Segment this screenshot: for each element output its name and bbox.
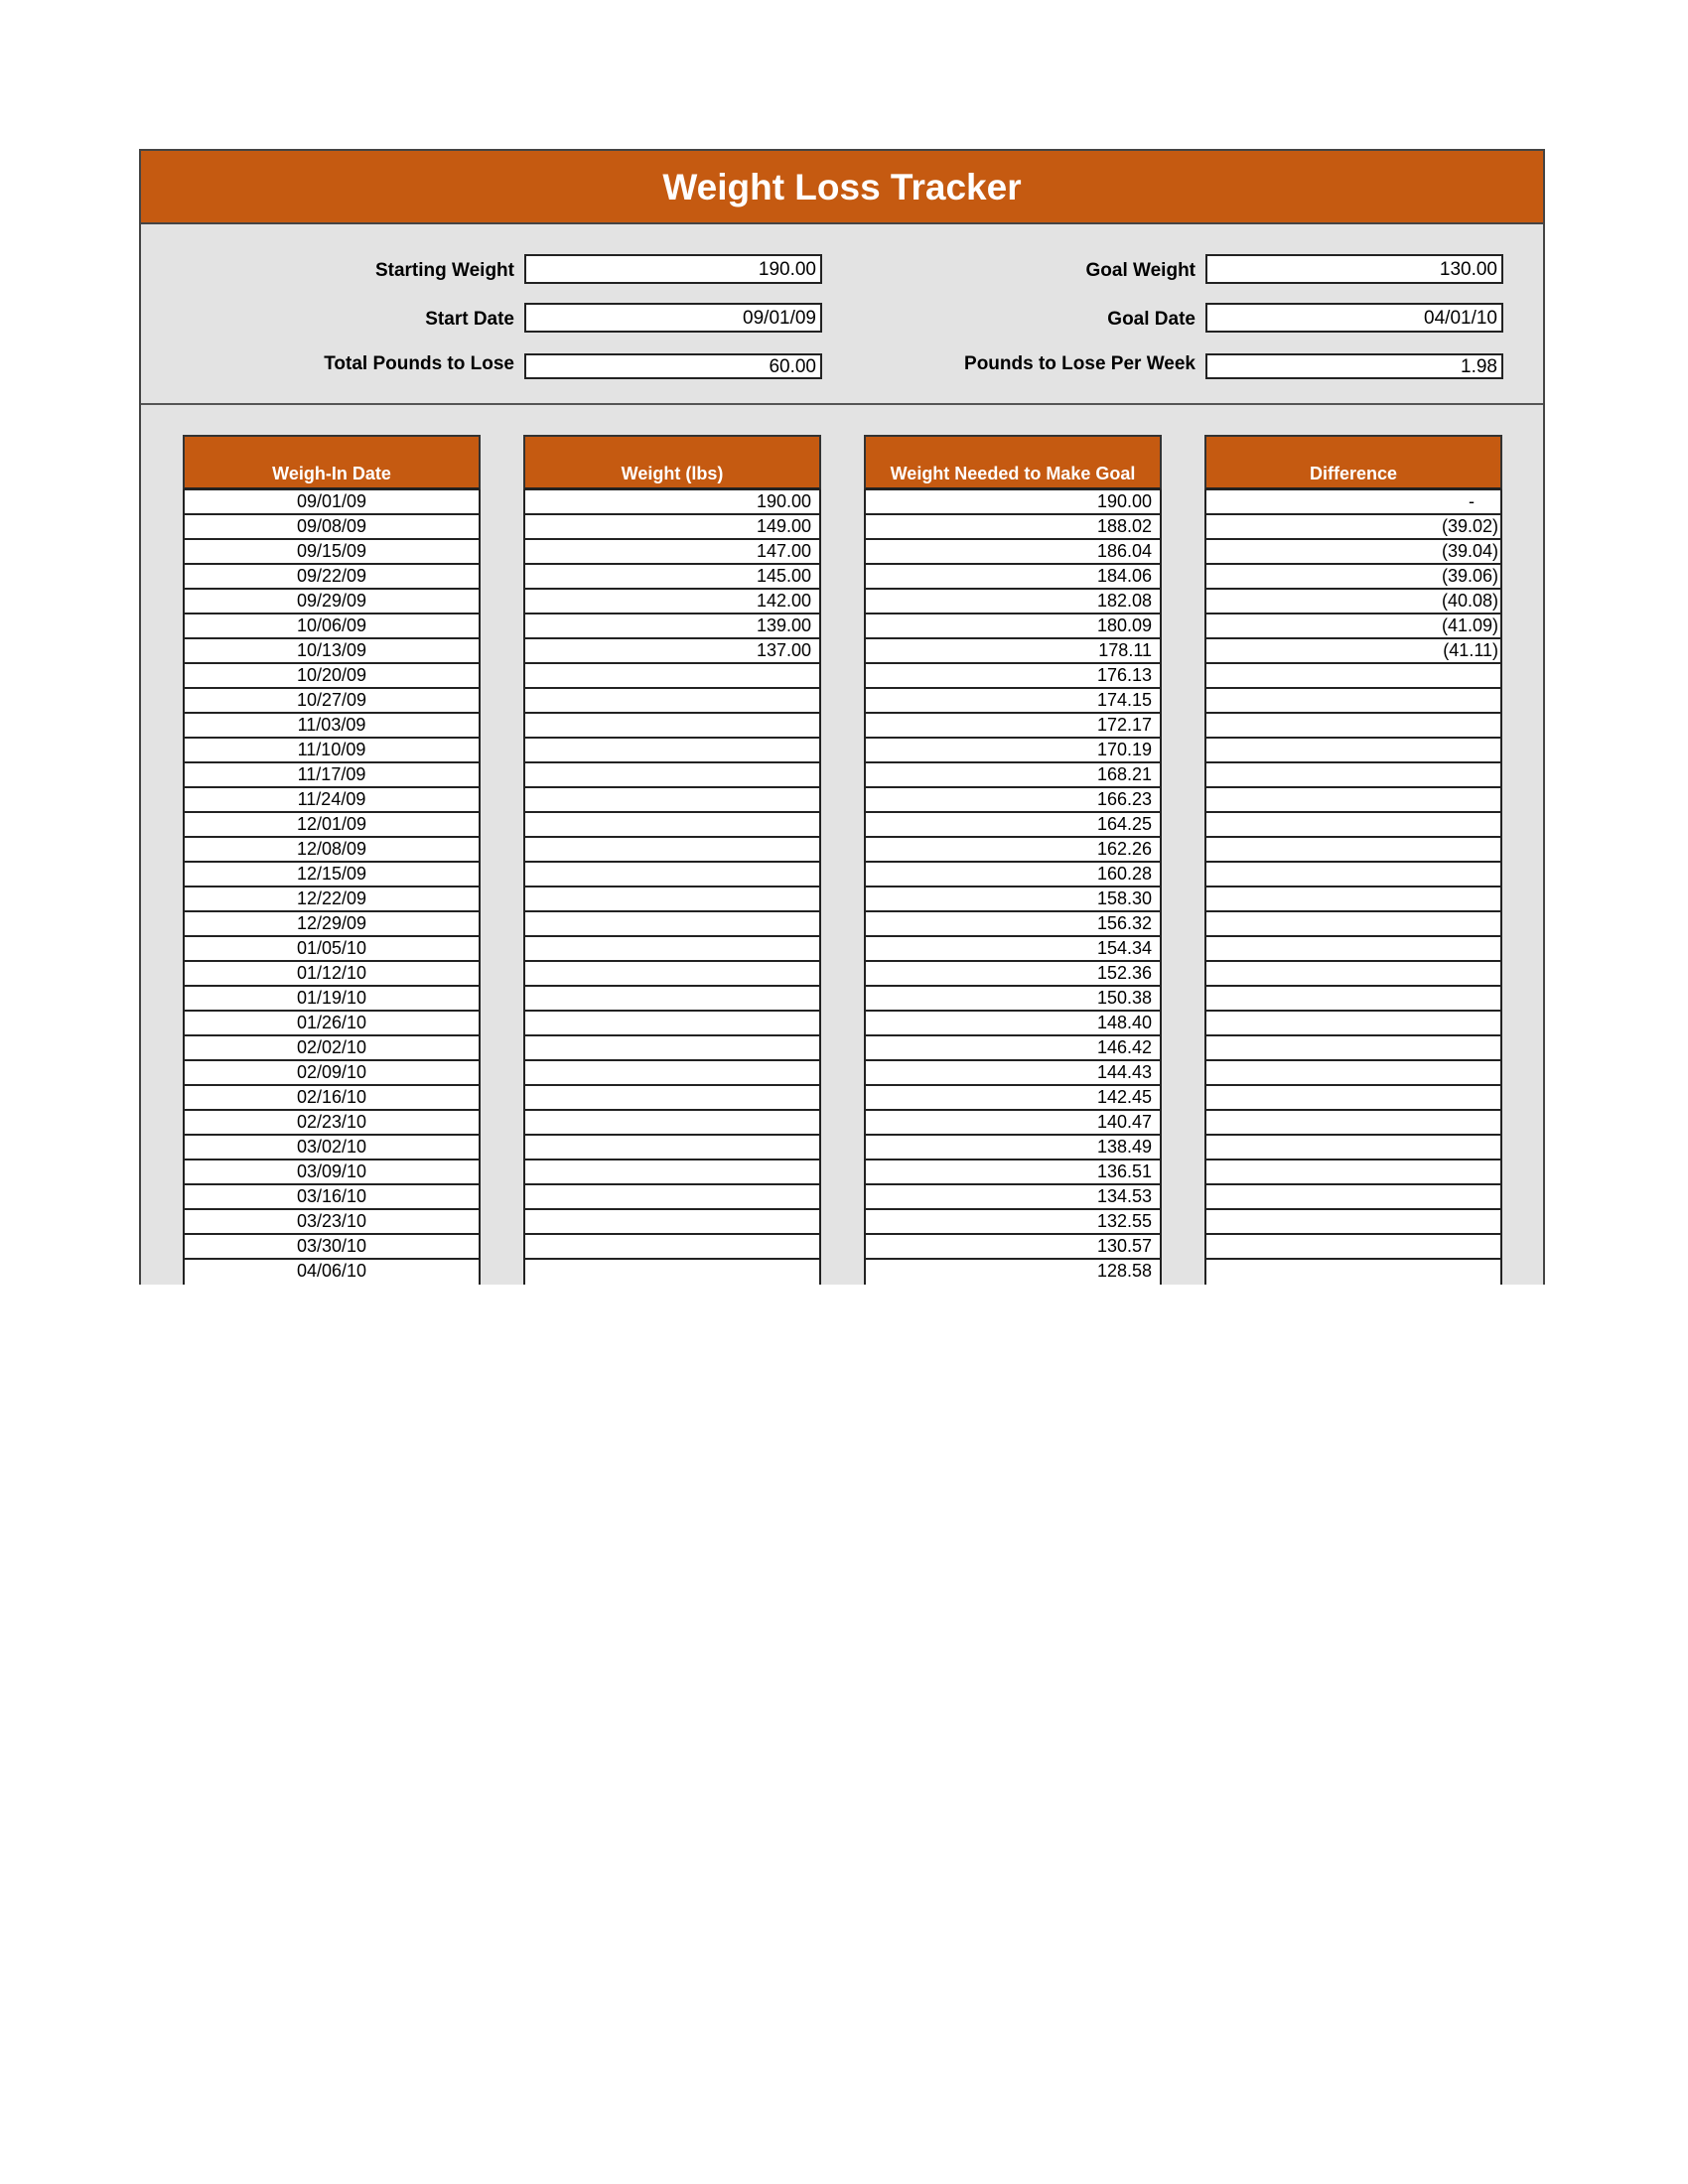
weight-needed-cell: 180.09 [864,614,1162,639]
weigh-in-date-cell: 02/02/10 [183,1036,481,1061]
weight-needed-cell: 134.53 [864,1185,1162,1210]
weight-cell[interactable] [523,813,821,838]
weigh-in-date-cell: 10/06/09 [183,614,481,639]
difference-cell [1204,714,1502,739]
difference-cell: - [1204,490,1502,515]
difference-cell: (39.06) [1204,565,1502,590]
difference-cell: (39.04) [1204,540,1502,565]
weigh-in-date-cell: 01/05/10 [183,937,481,962]
difference-cell [1204,1210,1502,1235]
difference-cell [1204,739,1502,763]
weight-needed-cell: 160.28 [864,863,1162,887]
weight-cell[interactable]: 147.00 [523,540,821,565]
weigh-in-date-cell: 03/16/10 [183,1185,481,1210]
weigh-in-date-cell: 09/29/09 [183,590,481,614]
difference-cell [1204,863,1502,887]
weight-cell[interactable] [523,1136,821,1160]
weigh-in-date-cell: 03/02/10 [183,1136,481,1160]
difference-cell [1204,788,1502,813]
difference-cell [1204,1136,1502,1160]
difference-cell [1204,1036,1502,1061]
weight-needed-cell: 138.49 [864,1136,1162,1160]
weight-cell[interactable]: 139.00 [523,614,821,639]
weigh-in-date-cell: 01/12/10 [183,962,481,987]
difference-cell: (40.08) [1204,590,1502,614]
weight-needed-cell: 144.43 [864,1061,1162,1086]
weigh-in-date-column [183,435,481,1285]
goal-weight-label: Goal Weight [1085,260,1196,281]
weight-cell[interactable]: 142.00 [523,590,821,614]
weigh-in-date-cell: 03/09/10 [183,1160,481,1185]
weigh-in-date-cell: 10/20/09 [183,664,481,689]
goal-date-label: Goal Date [1107,309,1196,330]
difference-column [1204,435,1502,1285]
weight-needed-cell: 146.42 [864,1036,1162,1061]
weight-cell[interactable] [523,788,821,813]
weigh-in-date-cell: 11/17/09 [183,763,481,788]
weight-cell[interactable] [523,739,821,763]
difference-cell [1204,987,1502,1012]
weight-needed-cell: 170.19 [864,739,1162,763]
weight-column [523,435,821,1285]
weigh-in-date-header: Weigh-In Date [183,435,481,490]
weight-cell[interactable] [523,1111,821,1136]
weigh-in-date-cell: 11/03/09 [183,714,481,739]
difference-cell [1204,1235,1502,1260]
weight-cell[interactable]: 145.00 [523,565,821,590]
difference-cell [1204,763,1502,788]
difference-cell [1204,887,1502,912]
weight-needed-cell: 142.45 [864,1086,1162,1111]
weight-cell[interactable] [523,1235,821,1260]
tracker-sheet [139,149,1545,1285]
weight-needed-cell: 140.47 [864,1111,1162,1136]
difference-cell [1204,1086,1502,1111]
weight-cell[interactable] [523,714,821,739]
weight-cell[interactable] [523,1160,821,1185]
weight-needed-cell: 136.51 [864,1160,1162,1185]
difference-cell [1204,912,1502,937]
total-pounds-label: Total Pounds to Lose [324,353,514,374]
difference-header: Difference [1204,435,1502,490]
weight-needed-cell: 158.30 [864,887,1162,912]
difference-cell: (41.09) [1204,614,1502,639]
weight-header: Weight (lbs) [523,435,821,490]
weight-needed-cell: 184.06 [864,565,1162,590]
weight-cell[interactable] [523,664,821,689]
weight-cell[interactable]: 190.00 [523,490,821,515]
start-date-field[interactable]: 09/01/09 [524,303,822,333]
weight-needed-cell: 174.15 [864,689,1162,714]
weigh-in-date-cell: 01/19/10 [183,987,481,1012]
weigh-in-date-cell: 02/09/10 [183,1061,481,1086]
per-week-label: Pounds to Lose Per Week [964,353,1196,374]
weight-cell[interactable] [523,1210,821,1235]
weigh-in-date-cell: 12/01/09 [183,813,481,838]
page-title: Weight Loss Tracker [141,151,1543,224]
difference-cell [1204,1160,1502,1185]
starting-weight-label: Starting Weight [374,260,514,281]
weight-needed-cell: 156.32 [864,912,1162,937]
goal-weight-field[interactable]: 130.00 [1205,254,1503,284]
start-date-label: Start Date [425,309,514,330]
weigh-in-date-cell: 02/16/10 [183,1086,481,1111]
weight-cell[interactable] [523,962,821,987]
weight-cell[interactable] [523,912,821,937]
weight-needed-cell: 154.34 [864,937,1162,962]
weigh-in-date-cell: 03/30/10 [183,1235,481,1260]
difference-cell [1204,813,1502,838]
weight-needed-cell: 166.23 [864,788,1162,813]
weigh-in-date-cell: 03/23/10 [183,1210,481,1235]
weigh-in-date-cell: 02/23/10 [183,1111,481,1136]
weight-needed-cell: 186.04 [864,540,1162,565]
weigh-in-date-cell: 12/29/09 [183,912,481,937]
weigh-in-date-cell: 11/24/09 [183,788,481,813]
difference-cell [1204,1061,1502,1086]
summary-divider [141,403,1543,405]
weight-needed-cell: 178.11 [864,639,1162,664]
weigh-in-date-cell: 09/01/09 [183,490,481,515]
weight-cell[interactable]: 137.00 [523,639,821,664]
weigh-in-date-cell: 10/13/09 [183,639,481,664]
weight-needed-cell: 132.55 [864,1210,1162,1235]
difference-cell [1204,962,1502,987]
weight-needed-cell: 162.26 [864,838,1162,863]
difference-cell [1204,1111,1502,1136]
difference-cell: (39.02) [1204,515,1502,540]
weight-needed-header: Weight Needed to Make Goal [864,435,1162,490]
difference-cell: (41.11) [1204,639,1502,664]
goal-date-field[interactable]: 04/01/10 [1205,303,1503,333]
weight-needed-cell: 130.57 [864,1235,1162,1260]
weight-needed-cell: 168.21 [864,763,1162,788]
total-pounds-field[interactable]: 60.00 [524,353,822,379]
difference-cell [1204,1260,1502,1285]
weight-cell[interactable] [523,1185,821,1210]
weigh-in-date-cell: 04/06/10 [183,1260,481,1285]
weight-cell[interactable] [523,1061,821,1086]
per-week-field[interactable]: 1.98 [1205,353,1503,379]
weight-needed-cell: 190.00 [864,490,1162,515]
weight-cell[interactable] [523,887,821,912]
weight-cell[interactable] [523,1086,821,1111]
weigh-in-date-cell: 12/15/09 [183,863,481,887]
weight-needed-cell: 152.36 [864,962,1162,987]
weigh-in-date-cell: 09/15/09 [183,540,481,565]
weight-cell[interactable] [523,763,821,788]
weigh-in-date-cell: 01/26/10 [183,1012,481,1036]
weigh-in-date-cell: 12/08/09 [183,838,481,863]
difference-cell [1204,937,1502,962]
weight-needed-cell: 148.40 [864,1012,1162,1036]
weigh-in-date-cell: 11/10/09 [183,739,481,763]
weight-cell[interactable] [523,838,821,863]
weight-needed-cell: 128.58 [864,1260,1162,1285]
weight-cell[interactable] [523,689,821,714]
difference-cell [1204,838,1502,863]
weight-needed-cell: 182.08 [864,590,1162,614]
difference-cell [1204,664,1502,689]
weight-cell[interactable] [523,863,821,887]
weigh-in-date-cell: 09/22/09 [183,565,481,590]
weight-cell[interactable] [523,1036,821,1061]
starting-weight-field[interactable]: 190.00 [524,254,822,284]
weigh-in-date-cell: 12/22/09 [183,887,481,912]
weight-cell[interactable] [523,1260,821,1285]
weight-needed-cell: 172.17 [864,714,1162,739]
difference-cell [1204,689,1502,714]
weight-needed-cell: 150.38 [864,987,1162,1012]
difference-cell [1204,1012,1502,1036]
difference-cell [1204,1185,1502,1210]
weigh-in-date-cell: 09/08/09 [183,515,481,540]
weight-needed-cell: 176.13 [864,664,1162,689]
weigh-in-date-cell: 10/27/09 [183,689,481,714]
weight-needed-cell: 188.02 [864,515,1162,540]
weight-cell[interactable]: 149.00 [523,515,821,540]
weight-cell[interactable] [523,987,821,1012]
weight-cell[interactable] [523,937,821,962]
weight-needed-column [864,435,1162,1285]
weight-needed-cell: 164.25 [864,813,1162,838]
weight-cell[interactable] [523,1012,821,1036]
